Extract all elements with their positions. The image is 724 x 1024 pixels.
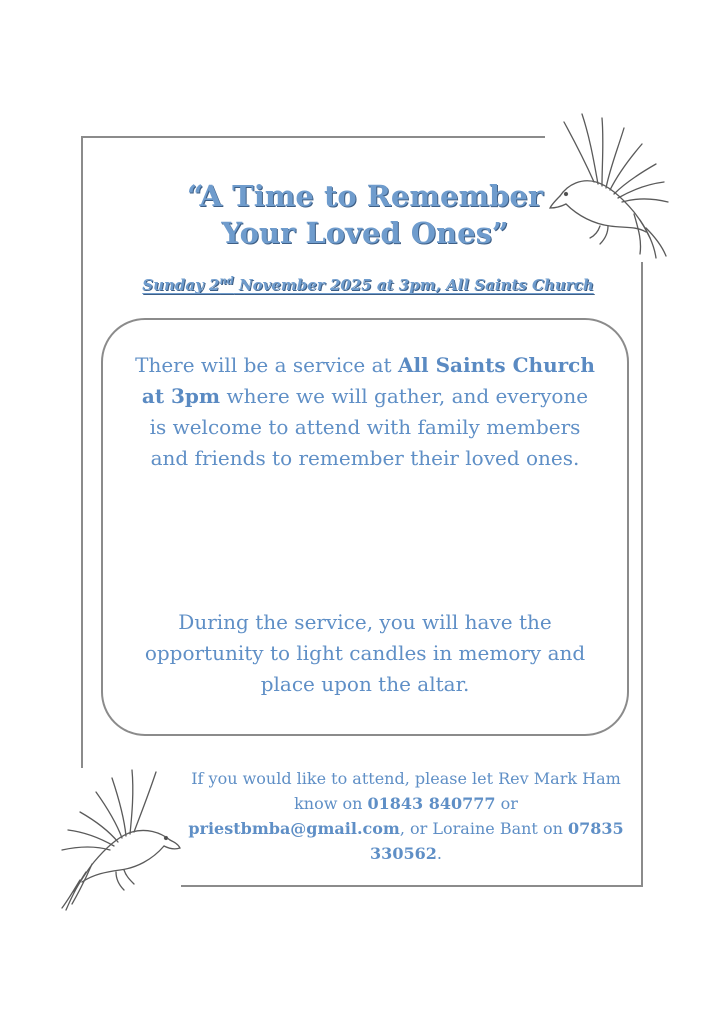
para1-bold: All Saints Church at 3pm — [141, 353, 595, 408]
contact-phone-1: 01843 840777 — [367, 794, 496, 813]
subtitle-ordinal: nd — [219, 276, 234, 287]
contact-phone-2: 07835 330562 — [370, 819, 624, 863]
flyer-title — [150, 178, 580, 252]
para1-intro: There will be a service at — [135, 353, 398, 377]
contact-info — [186, 766, 626, 866]
candle-lighting-description: During the service, you will have the opportunity to light candles in memory and place upon the altar. — [144, 610, 586, 696]
contact-end: . — [436, 844, 442, 863]
service-description — [133, 350, 597, 474]
title-line-1: “A Time to Remember — [186, 179, 544, 213]
para1-rest: where we will gather, and everyone is welcome to attend with family members and friends to remember their loved ones. — [149, 384, 589, 470]
title-line-2: Your Loved Ones” — [221, 216, 509, 250]
contact-intro: If you would like to attend, please let Rev Mark Ham know on — [191, 769, 621, 813]
service-info-box — [101, 318, 629, 736]
dove-icon — [52, 766, 184, 916]
contact-mid: , or Loraine Bant on — [399, 819, 568, 838]
subtitle-rest: November 2025 at 3pm, All Saints Church — [233, 276, 594, 294]
subtitle-day: Sunday 2 — [142, 276, 220, 294]
contact-or: or — [495, 794, 518, 813]
event-date-location — [98, 271, 638, 296]
contact-email: priestbmba@gmail.com — [188, 819, 400, 838]
